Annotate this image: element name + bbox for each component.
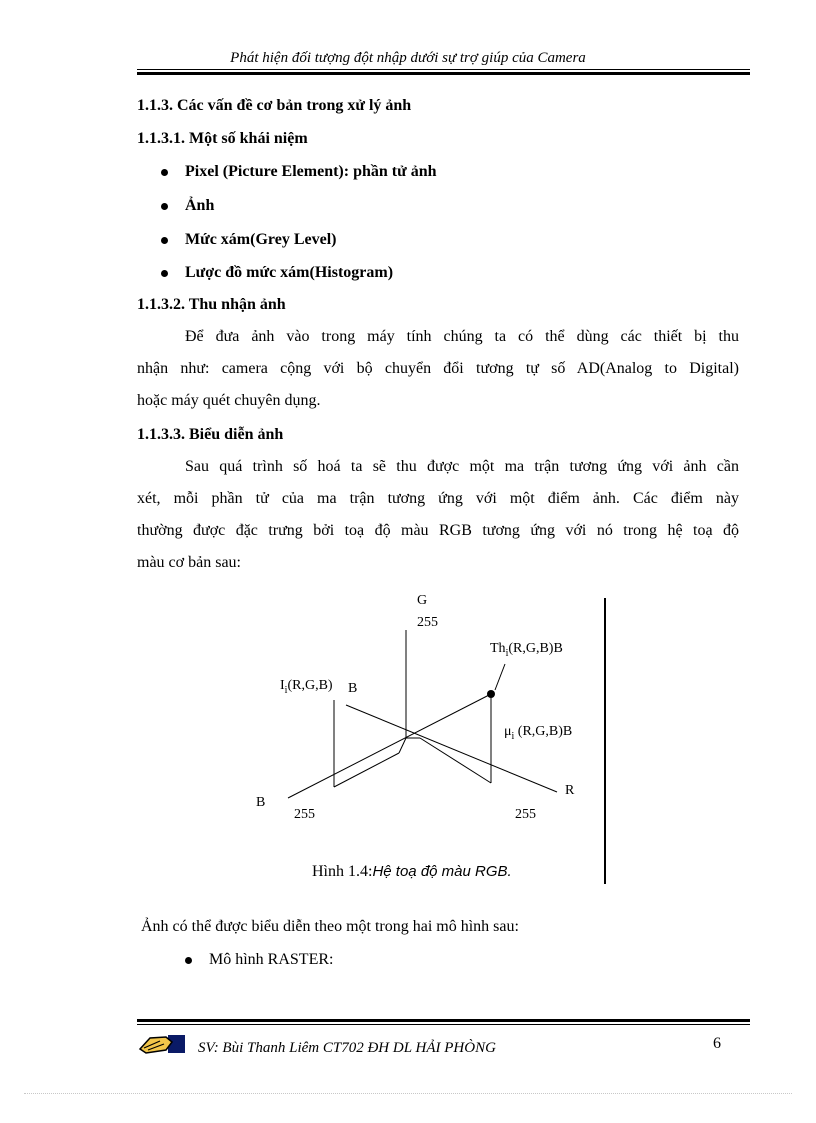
subsection-heading-acquisition: 1.1.3.2. Thu nhận ảnh <box>137 296 286 313</box>
bullet-icon <box>185 957 192 964</box>
b-axis-label: B <box>256 795 266 810</box>
pixel-label-suffix: B <box>348 681 358 696</box>
b-axis-max-label: 255 <box>294 807 315 822</box>
figure-caption <box>312 863 512 881</box>
list-item <box>209 951 333 969</box>
mean-label: $\mu_i$ (R,G,B)B <box>504 724 573 742</box>
header-title: Phát hiện đối tượng đột nhập dưới sự trợ giúp của Camera <box>230 50 586 66</box>
g-axis-max-label: 255 <box>417 615 438 630</box>
list-item-label: Mô hình RASTER: <box>209 951 334 968</box>
pen-hand-icon <box>138 1033 186 1055</box>
figure-caption-prefix: Hình 1.4: <box>312 863 373 880</box>
page-number: 6 <box>713 1035 721 1052</box>
footer-rule-thin <box>137 1024 750 1025</box>
subsection-heading-representation: 1.1.3.3. Biểu diễn ảnh <box>137 426 284 443</box>
paragraph-line: xét, mỗi phần tử của ma trận tương ứng với một điểm ảnh. Các điểm này <box>137 490 739 507</box>
pointer-line <box>495 664 505 690</box>
models-intro: Ảnh có thể được biểu diễn theo một trong hai mô hình sau: <box>141 918 519 935</box>
paragraph-line: màu cơ bản sau: <box>137 554 241 571</box>
g-axis-label: G <box>417 593 428 608</box>
page-bottom-border <box>24 1093 792 1094</box>
figure-caption-text: Hệ toạ độ màu RGB. <box>372 863 512 880</box>
section-heading: 1.1.3. Các vấn đề cơ bản trong xử lý ảnh <box>137 97 412 114</box>
paragraph-line: Sau quá trình số hoá ta sẽ thu được một ma trận tương ứng với ảnh cần <box>185 458 739 475</box>
paragraph-line: nhận như: camera cộng với bộ chuyển đổi tương tự số AD(Analog to Digital) <box>137 360 739 377</box>
footer-student-info: SV: Bùi Thanh Liêm CT702 ĐH DL HẢI PHÒNG <box>198 1040 496 1056</box>
color-point <box>487 690 495 698</box>
subsection-heading-concepts: 1.1.3.1. Một số khái niệm <box>137 130 308 147</box>
r-axis-label: R <box>565 783 575 798</box>
list-item-label: Pixel (Picture Element): phần tử ảnh <box>185 163 437 180</box>
list-item-label: Ảnh <box>185 197 215 214</box>
pixel-label: $I_i(R,G,B)$ <box>280 678 333 696</box>
paragraph-line: Để đưa ảnh vào trong máy tính chúng ta có thể dùng các thiết bị thu <box>185 328 739 345</box>
footer-rule-thick <box>137 1019 750 1022</box>
threshold-label: $Th_i(R,G,B)B$ <box>490 641 563 659</box>
paragraph-line: thường được đặc trưng bởi toạ độ màu RGB tương ứng với nó trong hệ toạ độ <box>137 522 739 539</box>
r-axis <box>346 705 557 792</box>
r-axis-max-label: 255 <box>515 807 536 822</box>
list-item-label: Lược đồ mức xám(Histogram) <box>185 264 394 281</box>
paragraph-line: hoặc máy quét chuyên dụng. <box>137 392 321 409</box>
b-axis <box>288 694 491 798</box>
list-item-label: Mức xám(Grey Level) <box>185 231 337 248</box>
